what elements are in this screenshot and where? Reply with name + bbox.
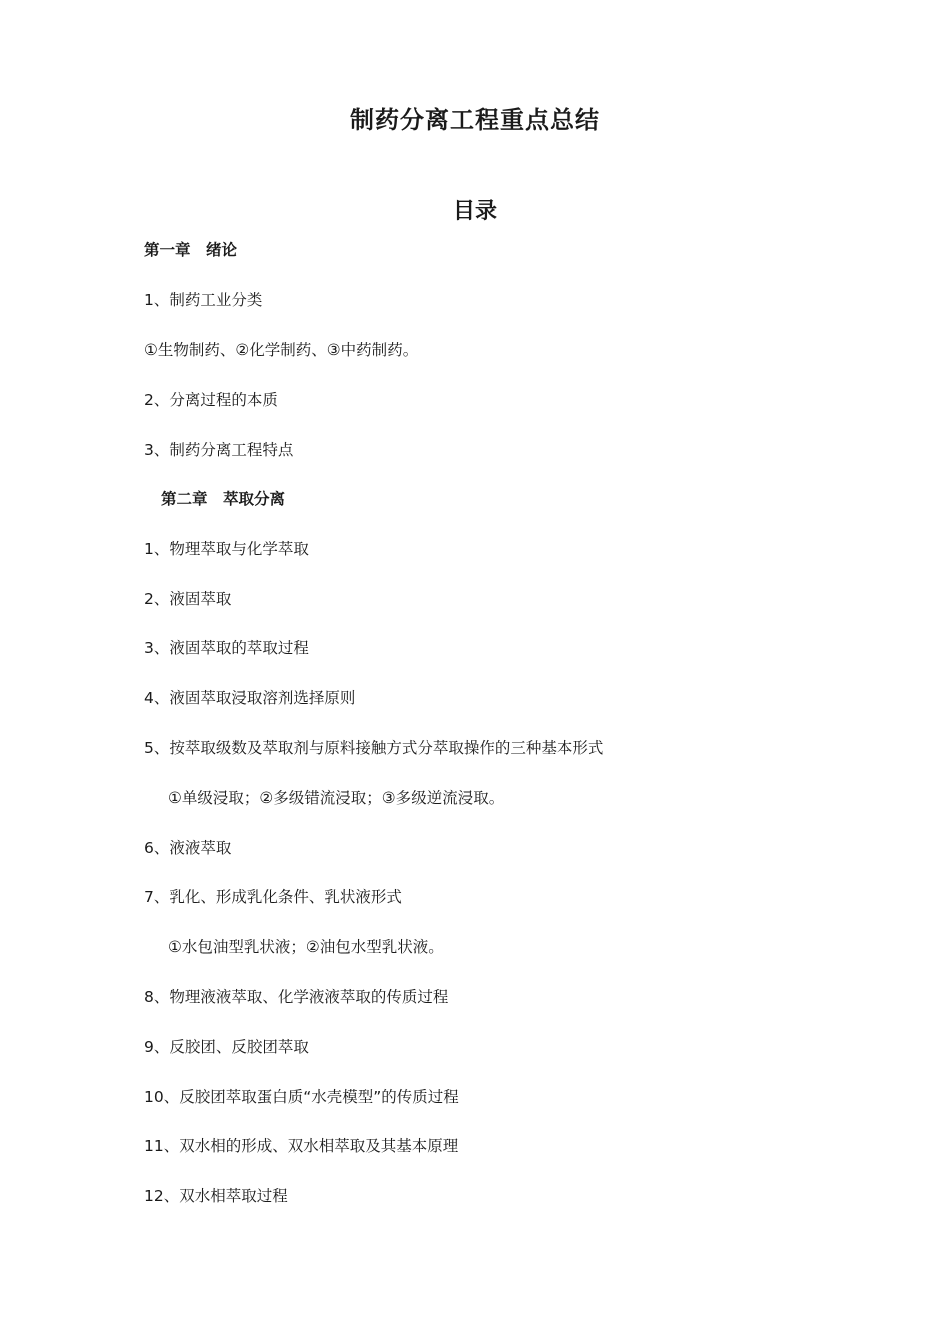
toc-sub-entry: ①单级浸取；②多级错流浸取；③多级逆流浸取。 — [168, 789, 505, 807]
toc-entry: 6、液液萃取 — [144, 839, 232, 857]
toc-entry: 1、制药工业分类 — [144, 291, 263, 309]
toc-entry: 11、双水相的形成、双水相萃取及其基本原理 — [144, 1137, 459, 1155]
toc-entry: 3、制药分离工程特点 — [144, 441, 294, 459]
toc-entry: 2、分离过程的本质 — [144, 391, 278, 409]
toc-entry: 8、物理液液萃取、化学液液萃取的传质过程 — [144, 988, 449, 1006]
toc-entry: 10、反胶团萃取蛋白质“水壳模型”的传质过程 — [144, 1088, 459, 1106]
toc-entry: 2、液固萃取 — [144, 590, 232, 608]
toc-entry: 4、液固萃取浸取溶剂选择原则 — [144, 689, 356, 707]
toc-sub-entry: ①水包油型乳状液；②油包水型乳状液。 — [168, 938, 444, 956]
toc-entry: 7、乳化、形成乳化条件、乳状液形式 — [144, 888, 402, 906]
toc-chapter-2: 第二章 萃取分离 — [161, 490, 286, 508]
toc-entry: 5、按萃取级数及萃取剂与原料接触方式分萃取操作的三种基本形式 — [144, 739, 604, 757]
toc-heading: 目录 — [452, 199, 497, 224]
document-title: 制药分离工程重点总结 — [350, 106, 600, 134]
toc-entry: 12、双水相萃取过程 — [144, 1187, 288, 1205]
toc-entry: 9、反胶团、反胶团萃取 — [144, 1038, 309, 1056]
toc-entry: 1、物理萃取与化学萃取 — [144, 540, 309, 558]
toc-chapter-1: 第一章 绪论 — [144, 241, 238, 259]
toc-entry: 3、液固萃取的萃取过程 — [144, 639, 309, 657]
toc-sub-entry: ①生物制药、②化学制药、③中药制药。 — [144, 341, 419, 359]
